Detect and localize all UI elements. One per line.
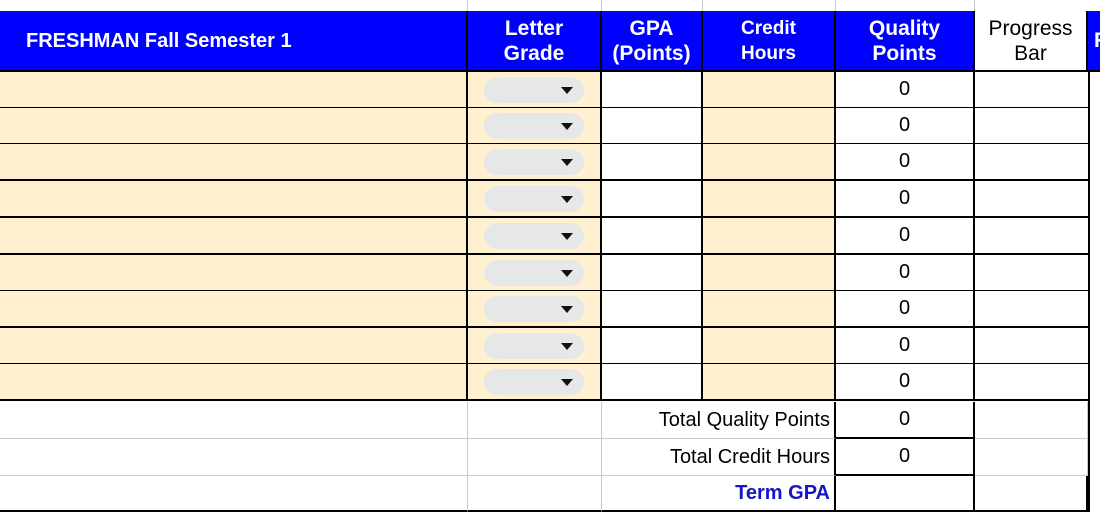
credit-hours-cell[interactable]	[703, 291, 836, 328]
course-name-cell[interactable]	[0, 144, 468, 181]
letter-grade-dropdown[interactable]	[484, 369, 584, 395]
quality-points-cell[interactable]: 0	[836, 72, 975, 109]
grid-line	[836, 0, 975, 11]
progress-bar-cell[interactable]	[975, 255, 1088, 292]
blank-cell[interactable]	[975, 439, 1088, 476]
total-credit-hours-value[interactable]: 0	[836, 439, 975, 476]
quality-points-cell[interactable]: 0	[836, 328, 975, 365]
gpa-points-cell[interactable]	[602, 72, 703, 109]
blank-cell[interactable]	[0, 476, 468, 512]
caret-down-icon[interactable]	[561, 233, 573, 240]
letter-grade-dropdown[interactable]	[484, 113, 584, 139]
letter-grade-cell[interactable]	[468, 364, 602, 401]
progress-bar-cell[interactable]	[975, 181, 1088, 218]
credit-hours-cell[interactable]	[703, 218, 836, 255]
letter-grade-cell[interactable]	[468, 108, 602, 145]
progress-bar-cell[interactable]	[975, 218, 1088, 255]
progress-bar-cell[interactable]	[975, 328, 1088, 365]
total-quality-points-label: Total Quality Points	[602, 402, 836, 439]
caret-down-icon[interactable]	[561, 159, 573, 166]
letter-grade-dropdown[interactable]	[484, 296, 584, 322]
letter-grade-dropdown[interactable]	[484, 186, 584, 212]
course-name-cell[interactable]	[0, 255, 468, 292]
progress-bar-cell[interactable]	[975, 108, 1088, 145]
quality-points-cell[interactable]: 0	[836, 364, 975, 401]
total-credit-hours-label: Total Credit Hours	[602, 439, 836, 476]
next-column-edge	[1088, 72, 1100, 512]
blank-cell[interactable]	[468, 439, 602, 476]
blank-cell[interactable]	[0, 402, 468, 439]
credit-hours-cell[interactable]	[703, 72, 836, 109]
letter-grade-dropdown[interactable]	[484, 77, 584, 103]
course-name-cell[interactable]	[0, 328, 468, 365]
course-name-cell[interactable]	[0, 218, 468, 255]
quality-points-cell[interactable]: 0	[836, 255, 975, 292]
blank-cell[interactable]	[0, 439, 468, 476]
credit-hours-cell[interactable]	[703, 108, 836, 145]
blank-cell[interactable]	[975, 402, 1088, 439]
course-name-cell[interactable]	[0, 181, 468, 218]
term-gpa-label: Term GPA	[602, 476, 836, 512]
credit-hours-cell[interactable]	[703, 364, 836, 401]
blank-cell[interactable]	[975, 476, 1088, 512]
letter-grade-cell[interactable]	[468, 144, 602, 181]
caret-down-icon[interactable]	[561, 196, 573, 203]
gpa-points-cell[interactable]	[602, 108, 703, 145]
quality-points-cell[interactable]: 0	[836, 144, 975, 181]
progress-bar-cell[interactable]	[975, 364, 1088, 401]
grid-line	[602, 0, 703, 11]
semester-title[interactable]: FRESHMAN Fall Semester 1	[0, 11, 468, 72]
letter-grade-cell[interactable]	[468, 72, 602, 109]
letter-grade-dropdown[interactable]	[484, 260, 584, 286]
credit-hours-header[interactable]: Credit Hours	[703, 11, 836, 72]
grid-line	[0, 0, 468, 11]
progress-bar-cell[interactable]	[975, 144, 1088, 181]
course-name-cell[interactable]	[0, 72, 468, 109]
credit-hours-cell[interactable]	[703, 181, 836, 218]
letter-grade-cell[interactable]	[468, 255, 602, 292]
blank-cell[interactable]	[468, 476, 602, 512]
gpa-points-cell[interactable]	[602, 218, 703, 255]
gpa-points-cell[interactable]	[602, 328, 703, 365]
caret-down-icon[interactable]	[561, 270, 573, 277]
credit-hours-cell[interactable]	[703, 328, 836, 365]
course-name-cell[interactable]	[0, 364, 468, 401]
letter-grade-cell[interactable]	[468, 328, 602, 365]
course-name-cell[interactable]	[0, 108, 468, 145]
gpa-points-header[interactable]: GPA (Points)	[602, 11, 703, 72]
credit-hours-cell[interactable]	[703, 255, 836, 292]
gpa-points-cell[interactable]	[602, 144, 703, 181]
caret-down-icon[interactable]	[561, 306, 573, 313]
term-gpa-value[interactable]	[836, 476, 975, 512]
letter-grade-cell[interactable]	[468, 218, 602, 255]
caret-down-icon[interactable]	[561, 123, 573, 130]
letter-grade-cell[interactable]	[468, 291, 602, 328]
letter-grade-cell[interactable]	[468, 181, 602, 218]
progress-bar-cell[interactable]	[975, 72, 1088, 109]
gpa-points-cell[interactable]	[602, 364, 703, 401]
grid-line	[703, 0, 836, 11]
progress-bar-cell[interactable]	[975, 291, 1088, 328]
course-name-cell[interactable]	[0, 291, 468, 328]
caret-down-icon[interactable]	[561, 343, 573, 350]
caret-down-icon[interactable]	[561, 87, 573, 94]
quality-points-cell[interactable]: 0	[836, 218, 975, 255]
next-column-header[interactable]: F	[1088, 11, 1100, 72]
quality-points-cell[interactable]: 0	[836, 108, 975, 145]
quality-points-header[interactable]: Quality Points	[836, 11, 975, 72]
progress-bar-header[interactable]: Progress Bar	[975, 11, 1088, 72]
blank-cell[interactable]	[468, 402, 602, 439]
letter-grade-header[interactable]: Letter Grade	[468, 11, 602, 72]
quality-points-cell[interactable]: 0	[836, 181, 975, 218]
letter-grade-dropdown[interactable]	[484, 333, 584, 359]
caret-down-icon[interactable]	[561, 379, 573, 386]
gpa-points-cell[interactable]	[602, 291, 703, 328]
letter-grade-dropdown[interactable]	[484, 223, 584, 249]
grid-line	[468, 0, 602, 11]
total-quality-points-value[interactable]: 0	[836, 402, 975, 439]
gpa-points-cell[interactable]	[602, 181, 703, 218]
quality-points-cell[interactable]: 0	[836, 291, 975, 328]
credit-hours-cell[interactable]	[703, 144, 836, 181]
gpa-points-cell[interactable]	[602, 255, 703, 292]
letter-grade-dropdown[interactable]	[484, 149, 584, 175]
